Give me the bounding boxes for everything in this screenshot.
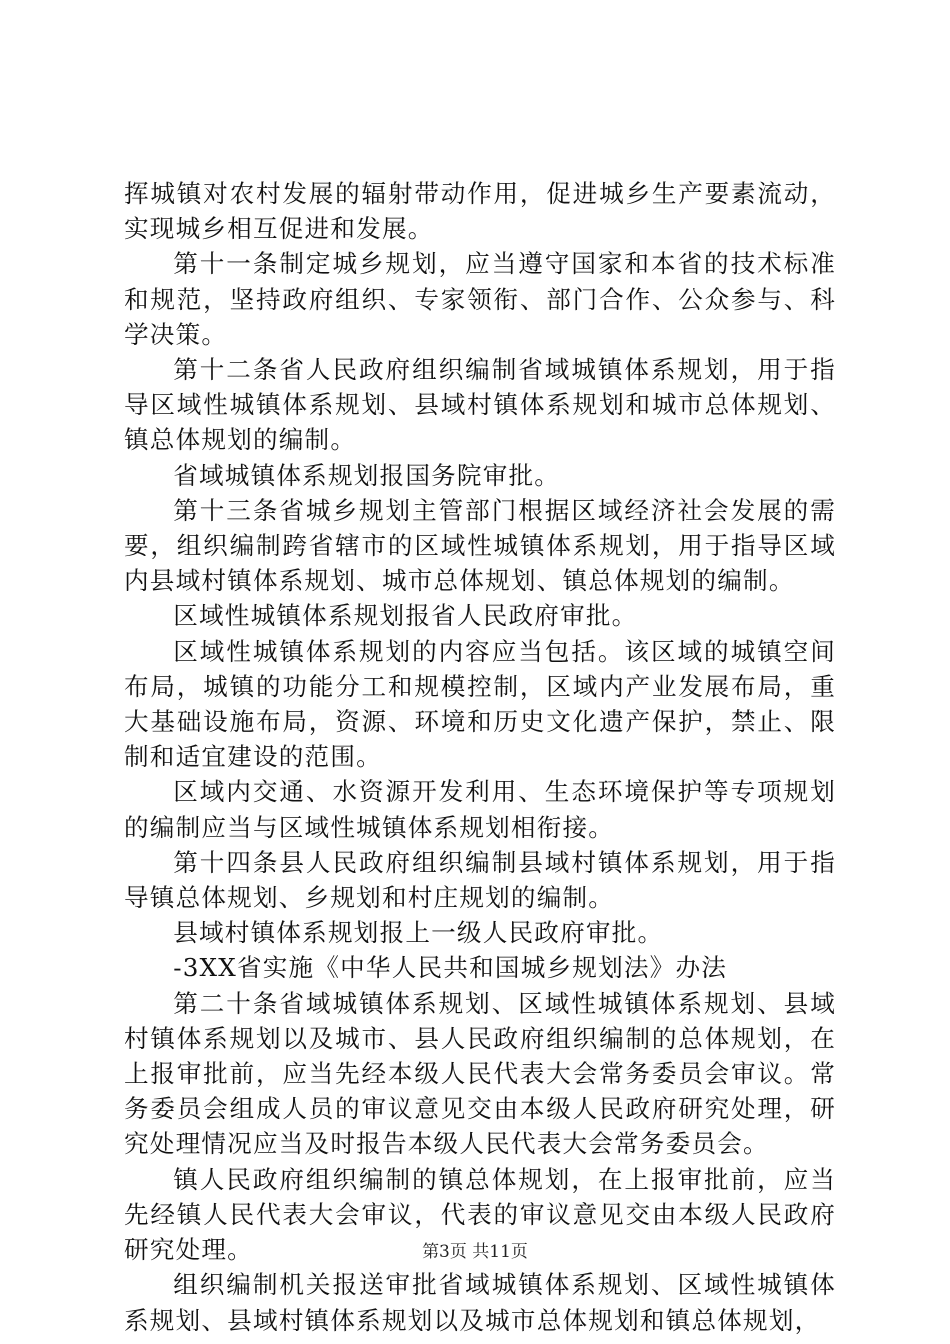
paragraph: 镇人民政府组织编制的镇总体规划，在上报审批前，应当先经镇人民代表大会审议，代表的审议意见交由本级人民政府研究处理。 bbox=[124, 1164, 836, 1265]
paragraph: 区域性城镇体系规划报省人民政府审批。 bbox=[173, 601, 638, 631]
paragraph: 县域村镇体系规划报上一级人民政府审批。 bbox=[173, 918, 664, 948]
paragraph: 第十四条县人民政府组织编制县域村镇体系规划，用于指导镇总体规划、乡规划和村庄规划的编制。 bbox=[124, 847, 836, 913]
paragraph: 第十三条省城乡规划主管部门根据区域经济社会发展的需要，组织编制跨省辖市的区域性城镇体系规划，用于指导区域内县域村镇体系规划、城市总体规划、镇总体规划的编制。 bbox=[124, 495, 836, 596]
paragraph: 第十二条省人民政府组织编制省域城镇体系规划，用于指导区域性城镇体系规划、县域村镇体系规划和城市总体规划、镇总体规划的编制。 bbox=[124, 355, 836, 455]
paragraph: 区域性城镇体系规划的内容应当包括。该区域的城镇空间布局，城镇的功能分工和规模控制，区域内产业发展布局，重大基础设施布局，资源、环境和历史文化遗产保护，禁止、限制和适宜建设的范围。 bbox=[124, 636, 836, 772]
paragraph: 挥城镇对农村发展的辐射带动作用，促进城乡生产要素流动，实现城乡相互促进和发展。 bbox=[124, 179, 836, 244]
paragraph: 省域城镇体系规划报国务院审批。 bbox=[173, 460, 561, 490]
paragraph: 区域内交通、水资源开发利用、生态环境保护等专项规划的编制应当与区域性城镇体系规划相衔接。 bbox=[124, 777, 836, 842]
paragraph: 第二十条省域城镇体系规划、区域性城镇体系规划、县域村镇体系规划以及城市、县人民政府组织编制的总体规划，在上报审批前，应当先经本级人民代表大会常务委员会审议。常务委员会组成人员的审议意见交由本级人民政府研究处理，研究处理情况应当及时报告本级人民代表大会常务委员会。 bbox=[124, 988, 836, 1159]
paragraph: 第十一条制定城乡规划，应当遵守国家和本省的技术标准和规范，坚持政府组织、专家领衔、部门合作、公众参与、科学决策。 bbox=[124, 249, 836, 349]
document-body bbox=[124, 176, 836, 1338]
paragraph: 组织编制机关报送审批省域城镇体系规划、区域性城镇体系规划、县域村镇体系规划以及城市总体规划和镇总体规划， bbox=[124, 1270, 836, 1335]
section-heading: -3XX省实施《中华人民共和国城乡规划法》办法 bbox=[173, 953, 728, 983]
page-number-footer: 第3页 共11页 bbox=[422, 1242, 528, 1262]
